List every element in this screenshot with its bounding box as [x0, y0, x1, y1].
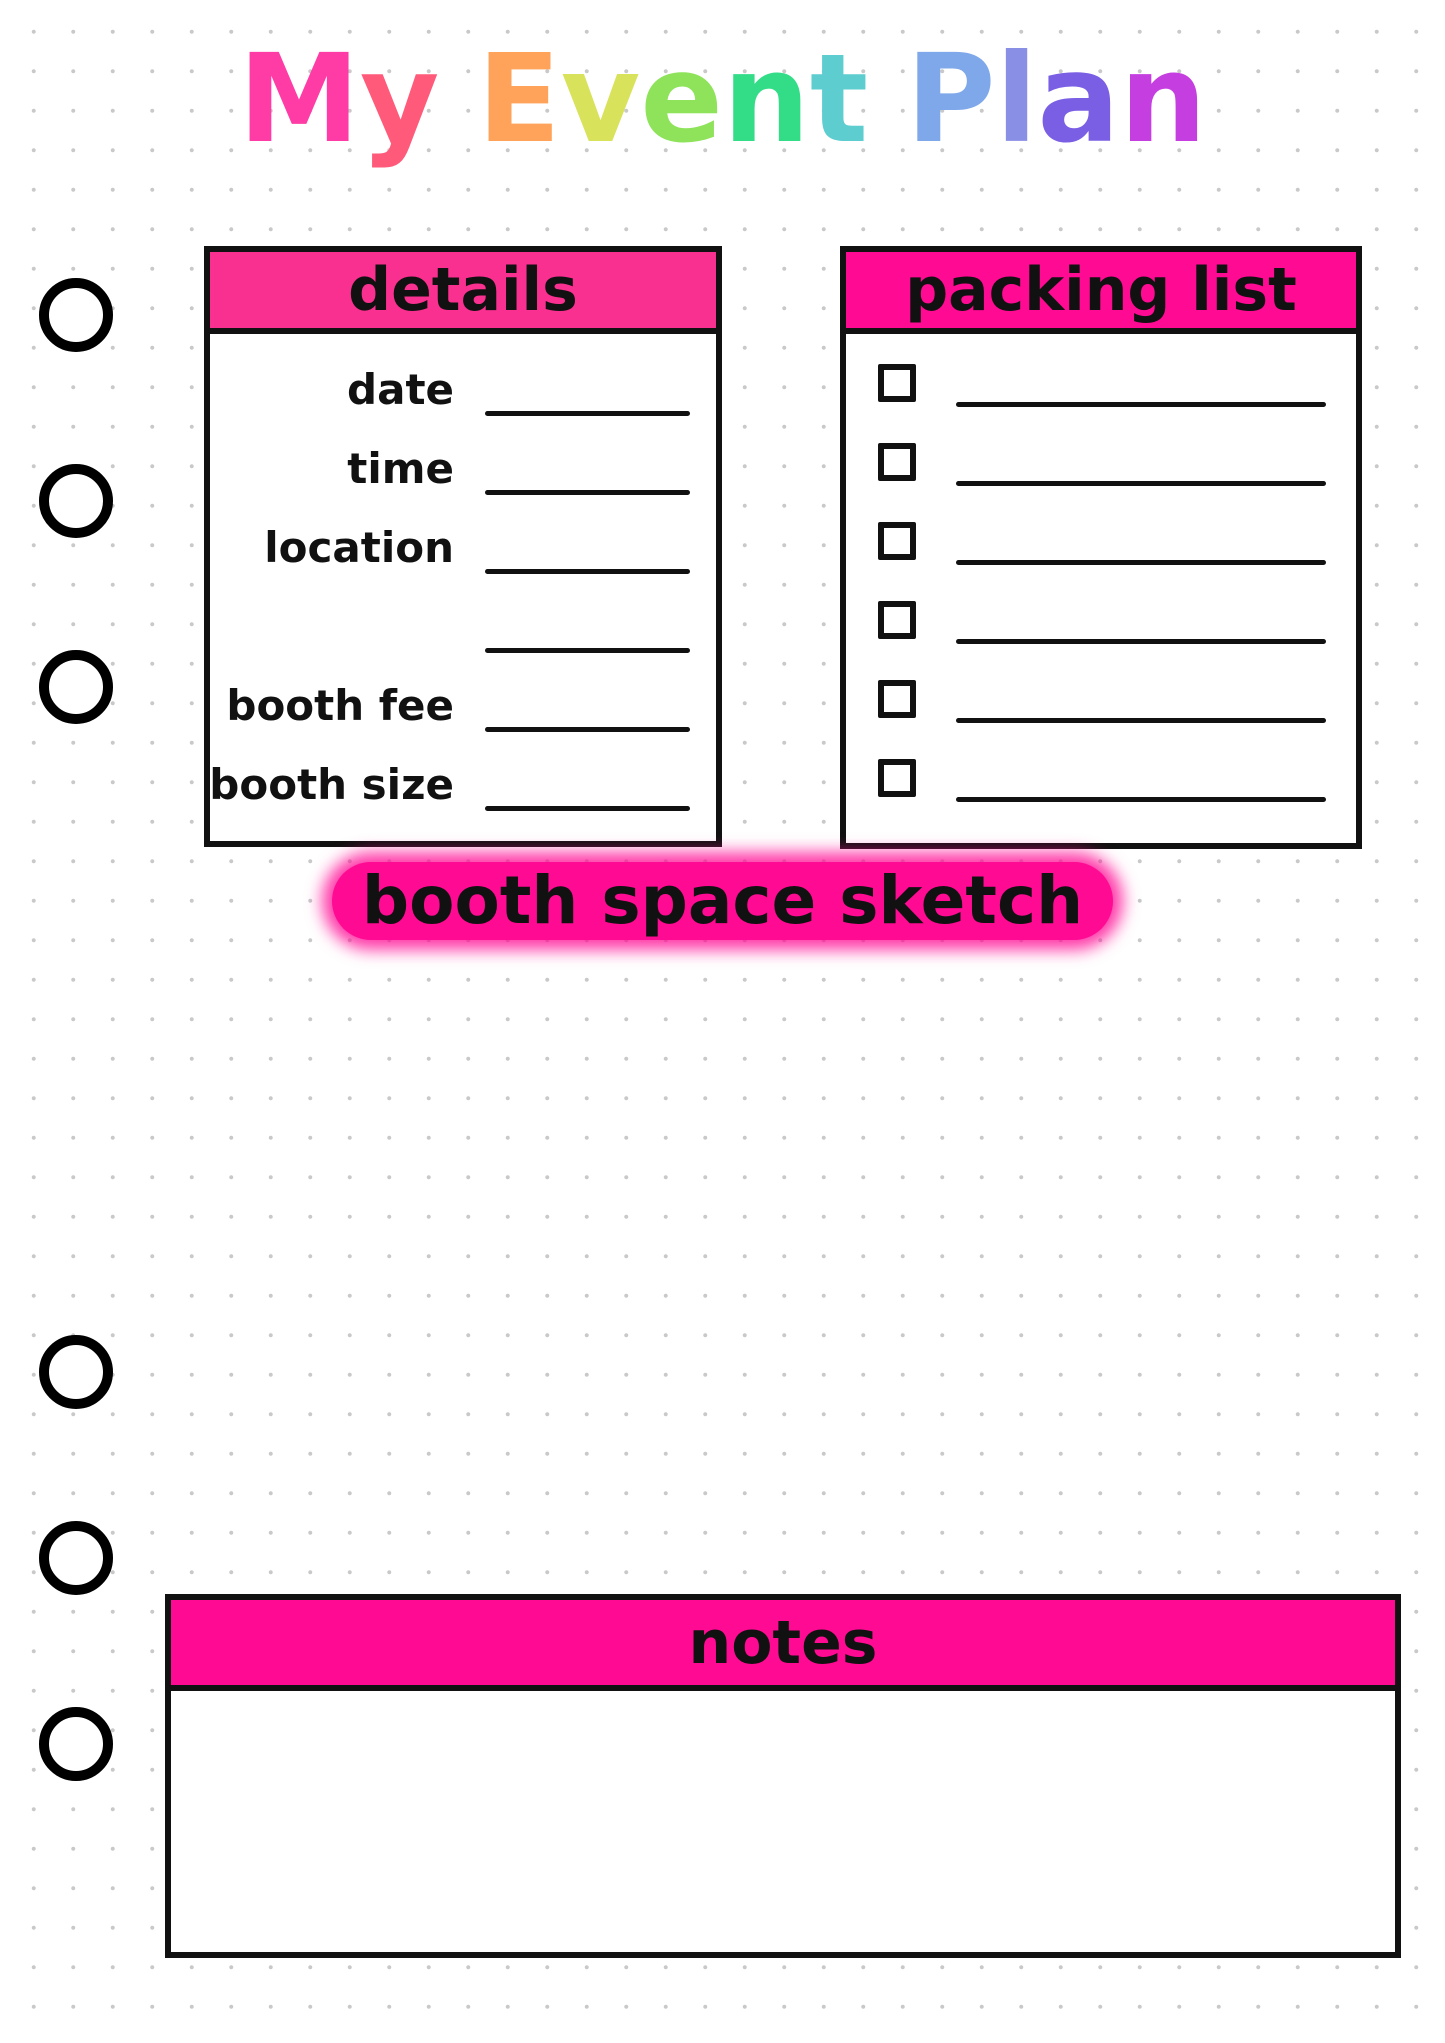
packing-item-line[interactable] — [956, 481, 1326, 486]
binder-hole — [39, 1707, 113, 1781]
detail-input-line[interactable] — [485, 411, 690, 416]
packing-item-line[interactable] — [956, 402, 1326, 407]
page-title — [0, 28, 1445, 170]
packing-checkbox[interactable] — [878, 601, 916, 639]
detail-row — [210, 593, 716, 653]
title-letter: e — [640, 28, 723, 170]
detail-row — [210, 751, 716, 811]
detail-input-line[interactable] — [485, 490, 690, 495]
packing-list-heading: packing list — [905, 255, 1297, 325]
booth-sketch-text: booth space sketch — [332, 862, 1113, 940]
packing-checkbox[interactable] — [878, 364, 916, 402]
detail-label: booth size — [209, 760, 454, 809]
title-letter: y — [359, 28, 440, 170]
title-letter: M — [238, 28, 360, 170]
detail-row — [210, 514, 716, 574]
binder-hole — [39, 464, 113, 538]
packing-list-item — [846, 364, 1356, 424]
title-letter: t — [809, 28, 869, 170]
binder-hole — [39, 1521, 113, 1595]
booth-sketch-label — [0, 862, 1445, 940]
title-letter: a — [1037, 28, 1120, 170]
detail-label: location — [264, 523, 454, 572]
packing-list-item — [846, 601, 1356, 661]
detail-input-line[interactable] — [485, 648, 690, 653]
detail-input-line[interactable] — [485, 569, 690, 574]
detail-label: date — [347, 365, 454, 414]
details-heading: details — [348, 255, 578, 325]
title-letter: n — [1119, 28, 1207, 170]
detail-input-line[interactable] — [485, 806, 690, 811]
packing-list-box — [840, 246, 1362, 849]
notes-heading: notes — [688, 1607, 878, 1678]
binder-hole — [39, 650, 113, 724]
title-letter: P — [906, 28, 996, 170]
detail-label: time — [347, 444, 454, 493]
packing-checkbox[interactable] — [878, 759, 916, 797]
packing-item-line[interactable] — [956, 718, 1326, 723]
details-header — [210, 252, 716, 334]
packing-list-header — [846, 252, 1356, 334]
details-box — [204, 246, 722, 847]
notes-header — [171, 1600, 1395, 1691]
packing-list-item — [846, 522, 1356, 582]
title-letter: E — [477, 28, 561, 170]
binder-hole — [39, 278, 113, 352]
packing-list-item — [846, 680, 1356, 740]
packing-list-item — [846, 443, 1356, 503]
detail-row — [210, 672, 716, 732]
packing-item-line[interactable] — [956, 560, 1326, 565]
packing-list-item — [846, 759, 1356, 819]
packing-checkbox[interactable] — [878, 443, 916, 481]
packing-checkbox[interactable] — [878, 680, 916, 718]
detail-row — [210, 435, 716, 495]
packing-item-line[interactable] — [956, 797, 1326, 802]
detail-row — [210, 356, 716, 416]
binder-hole — [39, 1335, 113, 1409]
title-letter: n — [722, 28, 810, 170]
notes-area[interactable] — [171, 1691, 1395, 1951]
detail-input-line[interactable] — [485, 727, 690, 732]
packing-checkbox[interactable] — [878, 522, 916, 560]
notes-box — [165, 1594, 1401, 1958]
title-letter: v — [560, 28, 641, 170]
title-letter: l — [995, 28, 1038, 170]
packing-item-line[interactable] — [956, 639, 1326, 644]
detail-label: booth fee — [226, 681, 454, 730]
